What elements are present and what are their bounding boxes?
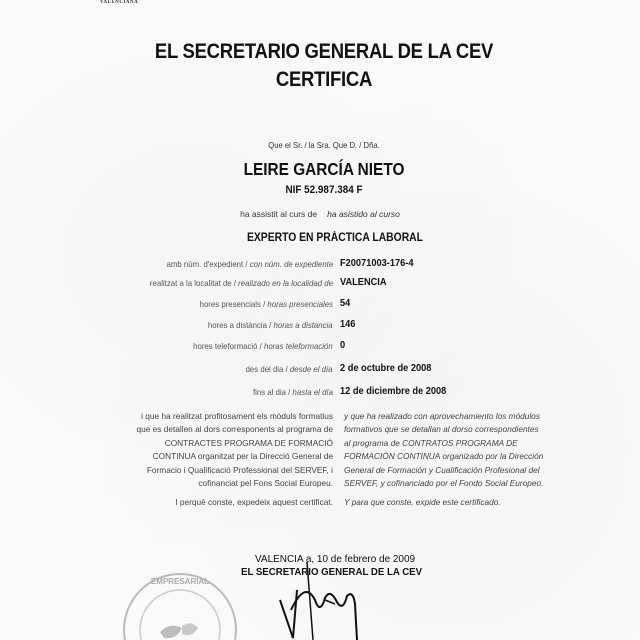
field-row-end-date xyxy=(0,385,640,399)
logo-caption: VALENCIANA xyxy=(100,0,139,5)
field-label: fins al dia / hasta el día xyxy=(253,387,333,397)
closing-catalan: I perquè conste, expedeix aquest certificat. xyxy=(175,497,333,508)
recipient-nif: NIF 52.987.384 F xyxy=(285,184,363,196)
place-and-date: VALENCIA a, 10 de febrero de 2009 xyxy=(255,553,416,565)
field-value: 0 xyxy=(340,339,346,351)
field-label: hores presencials / horas presenciales xyxy=(199,299,333,309)
field-value: 12 de diciembre de 2008 xyxy=(340,385,447,397)
field-value: 2 de octubre de 2008 xyxy=(340,362,432,374)
field-label: hores teleformació / horas teleformación xyxy=(193,341,333,351)
recipient-name: LEIRE GARCÍA NIETO xyxy=(243,159,405,179)
field-label: hores a distància / horas a distancia xyxy=(208,320,333,330)
field-label: des del dia / desde el día xyxy=(246,364,333,374)
svg-text:EMPRESARIAL: EMPRESARIAL xyxy=(150,577,210,586)
field-row-start-date xyxy=(0,362,640,376)
attended-es: ha asistido al curso xyxy=(327,209,400,219)
field-label: realitzat a la localitat de / realizado en la localidad de xyxy=(149,278,333,288)
attended-ca: ha assistit al curs de xyxy=(240,209,318,219)
certifies-heading: CERTIFICA xyxy=(275,68,373,91)
field-value: VALENCIA xyxy=(340,276,387,288)
field-row-hours-distance xyxy=(0,318,640,332)
salutation: Que el Sr. / la Sra. Que D. / Dña. xyxy=(268,140,380,150)
field-row-locality xyxy=(0,276,640,290)
field-value: F20071003-176-4 xyxy=(340,257,414,269)
signatory-title: EL SECRETARIO GENERAL DE LA CEV xyxy=(241,566,423,578)
field-row-hours-onsite xyxy=(0,297,640,311)
body-text-catalan: i que ha realitzat profitosament els mòduls formatius que es detallen al dors corresponents al programa de CONTRACTES PROGRAMA DE FORMACIÓ CONTINUA organitzat per la Direcció General de Formacio i Qualificació Professional del SERVEF, i cofinanciat pel Fons Social Europeu. I perquè conste, expedeix aquest certificat. xyxy=(100,410,333,510)
closing-spanish: Y para que conste, expide este certificado. xyxy=(344,497,501,508)
course-title: EXPERTO EN PRÁCTICA LABORAL xyxy=(247,232,423,244)
issuer-title: EL SECRETARIO GENERAL DE LA CEV xyxy=(154,40,494,63)
field-label: amb núm. d'expedient / con núm. de expediente xyxy=(166,259,333,269)
field-value: 146 xyxy=(340,318,356,330)
field-value: 54 xyxy=(340,297,351,309)
body-text-spanish: y que ha realizado con aprovechamiento los módulos formativos que se detallan al dorso correspondientes al programa de CONTRATOS PROGRAMA DE FORMACIÓN CONTINUA organizado por la Dirección General de Formación y Cualificación Profesional del SERVEF, y cofinanciado por el Fondo Social Europeo. Y para que conste, expide este certificado. xyxy=(344,410,574,510)
field-row-hours-online xyxy=(0,339,640,353)
attended-line xyxy=(0,209,640,219)
organization-stamp-icon xyxy=(120,570,240,640)
field-row-expedient xyxy=(0,257,640,271)
